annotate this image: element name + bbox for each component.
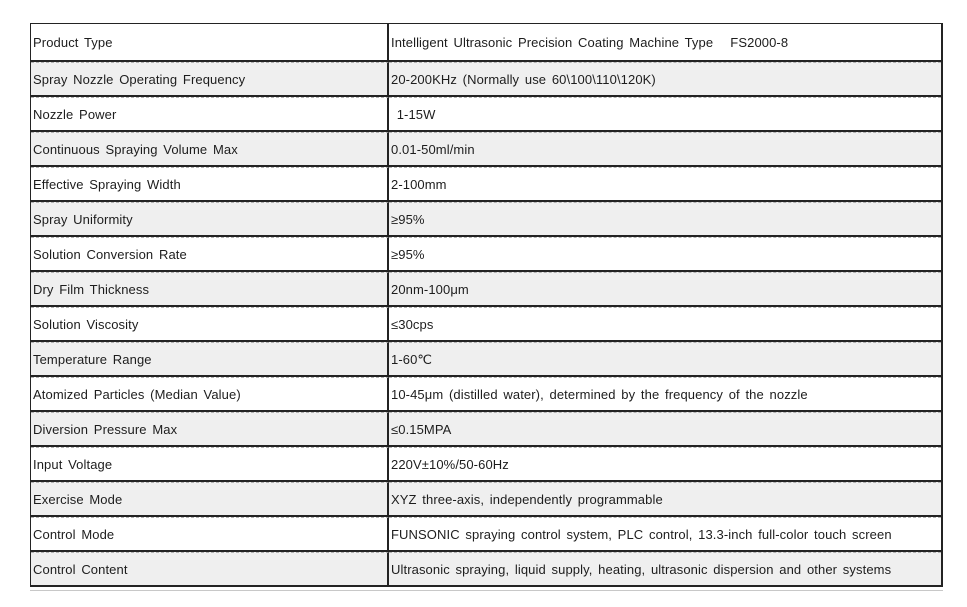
spec-value: 1-15W bbox=[391, 106, 436, 122]
spec-value: Intelligent Ultrasonic Precision Coating Machine Type FS2000-8 bbox=[391, 34, 789, 50]
spec-label-cell bbox=[31, 482, 389, 515]
spec-value-cell bbox=[389, 272, 941, 305]
spec-value-cell bbox=[389, 24, 941, 60]
product-spec-table bbox=[30, 23, 943, 587]
spec-label: Diversion Pressure Max bbox=[33, 421, 178, 437]
table-row bbox=[31, 24, 941, 60]
spec-label: Dry Film Thickness bbox=[33, 281, 150, 297]
spec-label-cell bbox=[31, 447, 389, 480]
spec-label: Effective Spraying Width bbox=[33, 176, 181, 192]
table-row bbox=[31, 165, 941, 200]
spec-value-cell bbox=[389, 237, 941, 270]
spec-label-cell bbox=[31, 307, 389, 340]
table-row bbox=[31, 445, 941, 480]
spec-label-cell bbox=[31, 552, 389, 585]
spec-value: 1-60℃ bbox=[391, 351, 433, 367]
spec-value-cell bbox=[389, 517, 941, 550]
spec-label: Spray Nozzle Operating Frequency bbox=[33, 71, 246, 87]
spec-label-cell bbox=[31, 342, 389, 375]
spec-value-cell bbox=[389, 202, 941, 235]
spec-label: Input Voltage bbox=[33, 456, 113, 472]
spec-value-cell bbox=[389, 167, 941, 200]
spec-value: 220V±10%/50-60Hz bbox=[391, 456, 509, 472]
spec-value-cell bbox=[389, 132, 941, 165]
spec-label: Atomized Particles (Median Value) bbox=[33, 386, 241, 402]
spec-label: Control Content bbox=[33, 561, 128, 577]
spec-label-cell bbox=[31, 62, 389, 95]
spec-value-cell bbox=[389, 447, 941, 480]
spec-value: 2-100mm bbox=[391, 176, 447, 192]
spec-label: Nozzle Power bbox=[33, 106, 117, 122]
table-row bbox=[31, 270, 941, 305]
spec-label: Temperature Range bbox=[33, 351, 152, 367]
spec-value-cell bbox=[389, 62, 941, 95]
spec-value: XYZ three-axis, independently programmable bbox=[391, 491, 663, 507]
table-row bbox=[31, 130, 941, 165]
spec-value: ≥95% bbox=[391, 211, 425, 227]
spec-value-cell bbox=[389, 412, 941, 445]
spec-value-cell bbox=[389, 307, 941, 340]
spec-label: Solution Conversion Rate bbox=[33, 246, 187, 262]
spec-label: Control Mode bbox=[33, 526, 115, 542]
table-row bbox=[31, 200, 941, 235]
spec-value: ≤0.15MPA bbox=[391, 421, 452, 437]
spec-value: 10-45μm (distilled water), determined by the frequency of the nozzle bbox=[391, 386, 808, 402]
spec-label-cell bbox=[31, 377, 389, 410]
spec-value-cell bbox=[389, 482, 941, 515]
spec-value-cell bbox=[389, 342, 941, 375]
table-row bbox=[31, 480, 941, 515]
table-row bbox=[31, 410, 941, 445]
spec-value: ≥95% bbox=[391, 246, 425, 262]
spec-label-cell bbox=[31, 167, 389, 200]
spec-value: Ultrasonic spraying, liquid supply, heating, ultrasonic dispersion and other systems bbox=[391, 561, 892, 577]
spec-value-cell bbox=[389, 377, 941, 410]
spec-label: Solution Viscosity bbox=[33, 316, 139, 332]
spec-label-cell bbox=[31, 24, 389, 60]
spec-value: 20-200KHz (Normally use 60\100\110\120K) bbox=[391, 71, 656, 87]
table-row bbox=[31, 60, 941, 95]
table-row bbox=[31, 340, 941, 375]
spec-label-cell bbox=[31, 412, 389, 445]
spec-label-cell bbox=[31, 237, 389, 270]
table-row bbox=[31, 235, 941, 270]
spec-label: Spray Uniformity bbox=[33, 211, 133, 227]
table-bottom-shadow-line bbox=[30, 590, 943, 591]
spec-value: 20nm-100μm bbox=[391, 281, 469, 297]
spec-label: Continuous Spraying Volume Max bbox=[33, 141, 238, 157]
spec-label: Exercise Mode bbox=[33, 491, 123, 507]
spec-value: ≤30cps bbox=[391, 316, 434, 332]
spec-value-cell bbox=[389, 552, 941, 585]
spec-label-cell bbox=[31, 202, 389, 235]
table-row bbox=[31, 550, 941, 585]
table-row bbox=[31, 375, 941, 410]
table-row bbox=[31, 305, 941, 340]
spec-label-cell bbox=[31, 517, 389, 550]
spec-label-cell bbox=[31, 272, 389, 305]
spec-label-cell bbox=[31, 97, 389, 130]
table-row bbox=[31, 515, 941, 550]
spec-label-cell bbox=[31, 132, 389, 165]
table-row bbox=[31, 95, 941, 130]
spec-value: FUNSONIC spraying control system, PLC control, 13.3-inch full-color touch screen bbox=[391, 526, 892, 542]
spec-label: Product Type bbox=[33, 34, 113, 50]
spec-value-cell bbox=[389, 97, 941, 130]
spec-value: 0.01-50ml/min bbox=[391, 141, 475, 157]
